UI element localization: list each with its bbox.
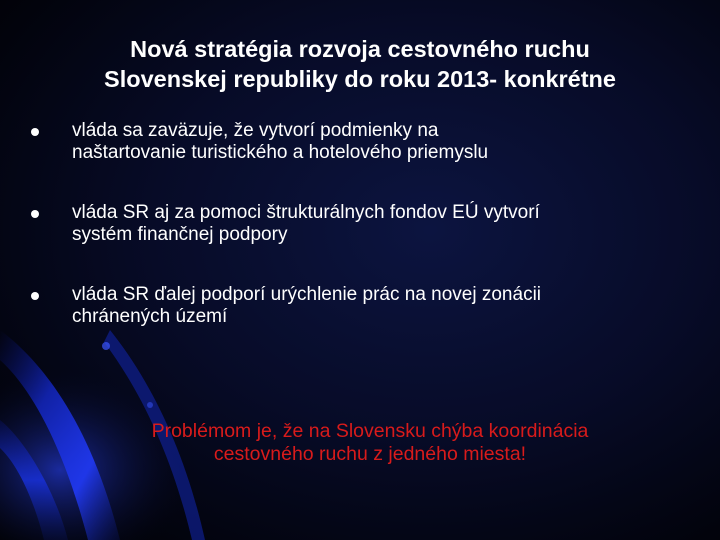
slide-title-line1: Nová stratégia rozvoja cestovného ruchu — [130, 36, 590, 62]
bullet-text-line2: systém finančnej podpory — [72, 224, 288, 245]
bullet-dot-icon — [31, 128, 39, 136]
highlighted-note — [60, 420, 680, 466]
slide-title — [30, 34, 690, 94]
bullet-text-line1: vláda SR aj za pomoci štrukturálnych fondov EÚ vytvorí — [72, 202, 540, 223]
bullet-item — [30, 284, 690, 328]
bullet-item — [30, 120, 690, 164]
bullet-dot-icon — [31, 292, 39, 300]
bullet-list — [30, 120, 690, 366]
slide-title-line2: Slovenskej republiky do roku 2013- konkrétne — [104, 66, 616, 92]
note-line1: Problémom je, že na Slovensku chýba koordinácia — [151, 420, 589, 442]
bullet-text-line2: naštartovanie turistického a hotelového priemyslu — [72, 142, 489, 163]
bullet-dot-icon — [31, 210, 39, 218]
bullet-text-line2: chránených území — [72, 306, 228, 327]
bullet-item — [30, 202, 690, 246]
bullet-text-line1: vláda sa zaväzuje, že vytvorí podmienky na — [72, 120, 439, 141]
bullet-text-line1: vláda SR ďalej podporí urýchlenie prác na novej zonácii — [72, 284, 542, 305]
note-line2: cestovného ruchu z jedného miesta! — [213, 443, 527, 465]
